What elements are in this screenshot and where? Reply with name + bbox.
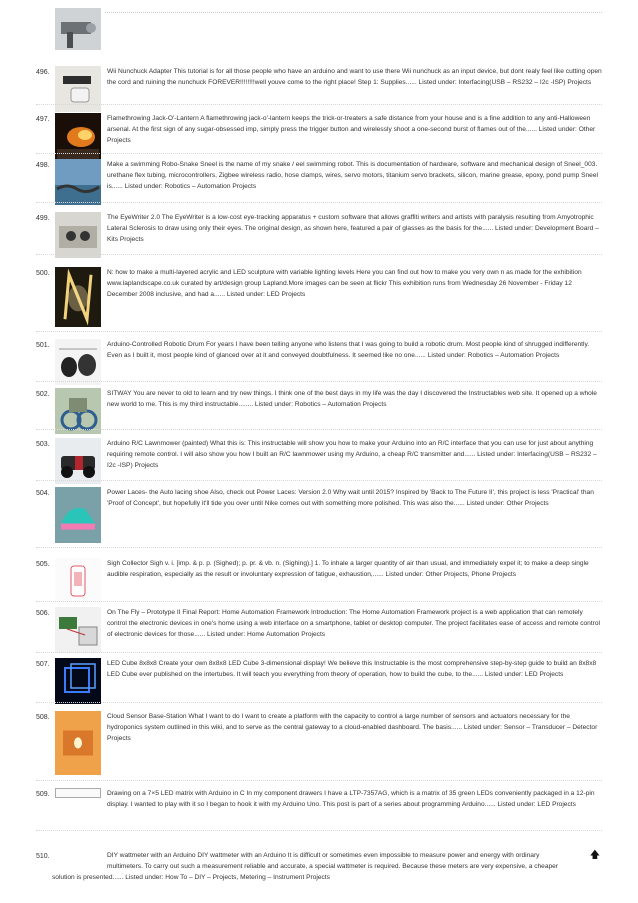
divider: [36, 652, 602, 653]
item-description[interactable]: Make a swimming Robo-Snake Sneel is the name of my snake / eel swimming robot. This is documentation of hardware, software and mechanical design of Sneel_003. urethane flex tubing, microcontrollers, Zigbee wireless radio, hose clamps, wires, servo motors, titanium servo brackets, silicon, marine grease, epoxy, pond pump Sneel is...... Listed under: Robotics – Automation Projects: [107, 161, 598, 191]
item-number: 503.: [36, 441, 50, 448]
item-description-line2[interactable]: multimeters. To carry out such a measurement reliable and accurate, a special wattmeter is required. Because these meters are very expensive, a cheaper: [107, 863, 559, 870]
item-thumbnail[interactable]: [55, 487, 101, 543]
item-thumbnail[interactable]: [55, 711, 101, 775]
item-thumbnail[interactable]: [55, 388, 101, 434]
item-number: 506.: [36, 610, 50, 617]
item-description-line1[interactable]: DIY wattmeter with an Arduino DIY wattmeter with an Arduino It is difficult or sometimes even impossible to measure power and energy with ordinary: [107, 852, 540, 859]
item-thumbnail[interactable]: [55, 159, 101, 205]
divider: [36, 601, 602, 602]
item-thumbnail[interactable]: [55, 267, 101, 327]
item-description-line3[interactable]: solution is presented...... Listed under: How To – DIY – Projects, Metering – Instrument Projects: [52, 874, 330, 881]
divider: [36, 254, 602, 255]
divider: [36, 381, 602, 382]
item-number: 497.: [36, 116, 50, 123]
item-description[interactable]: SITWAY You are never to old to learn and try new things. I think one of the best days in my life was the day I discovered the Instructables web site. It opened up a whole new world to me. This is my third instructable........ Listed under: Robotics – Automation Projects: [107, 390, 597, 409]
divider: [36, 702, 602, 703]
item-thumbnail[interactable]: [55, 438, 101, 484]
item-description[interactable]: LED Cube 8x8x8 Create your own 8x8x8 LED Cube 3-dimensional display! We believe this Instructable is the most comprehensive step-by-step guide to build an 8x8x8 LED Cube ever published on the intertubes. It will teach you everything from theory of operation, how to build the cube, to the...... Listed under: LED Projects: [107, 660, 597, 679]
divider: [105, 12, 602, 13]
divider: [36, 429, 602, 430]
item-description[interactable]: Sigh Collector Sigh v. i. [imp. & p. p. (Sighed); p. pr. & vb. n. (Sighing).] 1. To inhale a larger quantity of air than usual, and immediately expel it; to make a deep single audible respiration, especially as the result or involuntary expression of fatigue, exhaustion,...... Listed under: Other Projects, Phone Projects: [107, 560, 589, 579]
item-thumbnail[interactable]: [55, 339, 101, 385]
item-description[interactable]: Arduino-Controlled Robotic Drum For years I have been telling anyone who listens that I was going to build a robotic drum. Most people kind of shrugged indifferently. Even as I built it, most people kind of glanced over at it and conveyed doubtfulness. It seemed like no one...... Listed under: Robotics – Automation Projects: [107, 341, 590, 360]
broken-image-icon[interactable]: [55, 788, 101, 798]
scroll-to-top-icon[interactable]: 🡅: [589, 850, 600, 861]
divider: [36, 480, 602, 481]
item-description[interactable]: N: how to make a multi-layered acrylic and LED sculpture with variable lighting levels Here you can find out how to make you very own n as made for the exhibition www.laplandscape.co.uk curated by art/design group Lapland.More images can be seen at flickr This exhibition runs from Wednesday 26 November - Friday 12 December 2008 inclusive, and had a...... Listed under: LED Projects: [107, 269, 582, 299]
item-number: 505.: [36, 561, 50, 568]
item-description[interactable]: Arduino R/C Lawnmower (painted) What this is: This instructable will show you how to make your Arduino into an R/C interface that you can use for just about anything requiring remote control. I will also show you how I built an R/C lawnmower using my Arduino, a cheap R/C transmitter and...... Listed under: Interfacing(USB – RS232 – I2c -ISP) Projects: [107, 440, 597, 470]
item-description[interactable]: Flamethrowing Jack-O'-Lantern A flamethrowing jack-o'-lantern keeps the trick-or-treaters a safe distance from your house and is a fine addition to any anti-Halloween arsenal. At the first sign of any sugar-obsessed imp, simply press the trigger button and wirelessly shoot a one-second burst of flames out of the...... Listed under: Other Projects: [107, 115, 596, 145]
item-number: 501.: [36, 342, 50, 349]
item-thumbnail[interactable]: [55, 607, 101, 653]
divider: [36, 202, 602, 203]
item-thumbnail[interactable]: [55, 66, 101, 112]
divider: [36, 104, 602, 105]
item-number: 496.: [36, 69, 50, 76]
item-description[interactable]: Power Laces- the Auto lacing shoe Also, check out Power Laces: Version 2.0 Why wait until 2015? Inspired by 'Back to The Future II', this project is less 'Practical' than 'Proof of Concept', but hopefully it'll tide you over until Nike comes out with something more polished. This was also the...... Listed under: Other Projects: [107, 489, 594, 508]
item-description[interactable]: Cloud Sensor Base-Station What I want to do I want to create a platform with the capacity to control a large number of sensors and actuators necessary for the hydroponics system outlined in this wiki, and to serve as the central gateway to a cloud-enabled dashboard. The basis...... Listed under: Sensor – Transducer – Detector Projects: [107, 713, 598, 743]
item-number: 508.: [36, 714, 50, 721]
item-description[interactable]: Wii Nunchuck Adapter This tutorial is for all those people who have an arduino and want to use there Wii nunchuck as an input device, but dont realy feel like cutting open the cord and ruining the nunchuck FOREVER!!!!!!!!well youve come to the right place! Step 1: Supplies...... Listed under: Interfacing(USB – RS232 – I2c -ISP) Projects: [107, 68, 602, 87]
item-thumbnail[interactable]: [55, 558, 101, 604]
item-description[interactable]: Drawing on a 7×5 LED matrix with Arduino in C In my component drawers I have a LTP-7357AG, which is a matrix of 35 green LEDs conveniently packaged in a 12-pin display. I wanted to play with it so I began to hook it with my Arduino Uno. This post is part of a series about programming Arduino...... Listed under: LED Projects: [107, 790, 595, 809]
item-number: 499.: [36, 215, 50, 222]
item-thumbnail[interactable]: [55, 658, 101, 704]
top-thumbnail[interactable]: [55, 8, 101, 50]
divider: [36, 780, 602, 781]
item-number: 502.: [36, 391, 50, 398]
item-thumbnail[interactable]: [55, 212, 101, 258]
divider: [36, 547, 602, 548]
item-number: 510.: [36, 853, 50, 860]
item-description[interactable]: On The Fly – Prototype II Final Report: Home Automation Framework Introduction: The Home Automation Framework project is a web application that can remotely control the electronic devices in one's home using a web interface on a smartphone, tablet or desktop computer. The project facilitates ease of access and remote control of electronic devices for those...... Listed under: Home Automation Projects: [107, 609, 601, 639]
item-description[interactable]: The EyeWriter 2.0 The EyeWriter is a low-cost eye-tracking apparatus + custom software that allows graffiti writers and artists with paralysis resulting from Amyotrophic Lateral Sclerosis to draw using only their eyes. The original design, as shown here, featured a pair of glasses as the basis for the...... Listed under: Development Board – Kits Projects: [107, 214, 599, 244]
item-number: 500.: [36, 270, 50, 277]
item-number: 504.: [36, 490, 50, 497]
divider: [36, 331, 602, 332]
item-number: 507.: [36, 661, 50, 668]
divider: [36, 153, 602, 154]
item-number: 509.: [36, 791, 50, 798]
divider: [36, 830, 602, 831]
item-number: 498.: [36, 162, 50, 169]
